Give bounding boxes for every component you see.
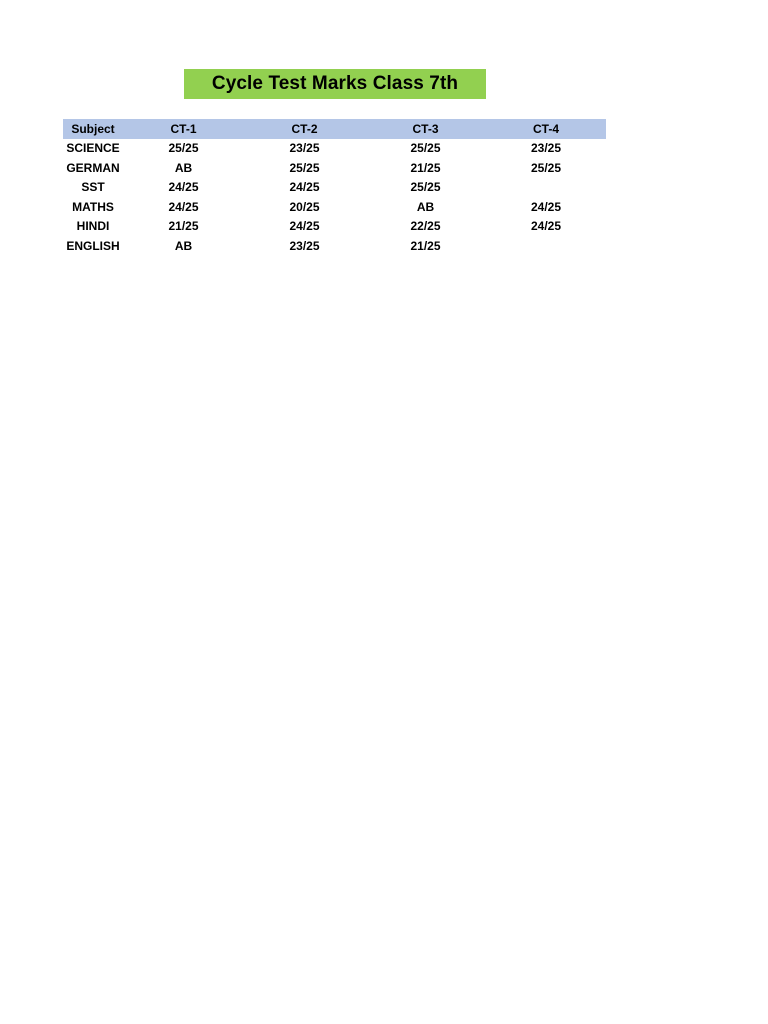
mark-cell: 21/25: [410, 160, 441, 175]
mark-cell: 24/25: [168, 199, 199, 214]
mark-cell: 25/25: [410, 180, 441, 195]
mark-cell: 24/25: [530, 219, 562, 234]
mark-cell: AB: [174, 238, 193, 253]
mark-cell: AB: [416, 199, 435, 214]
header-ct-3: CT-3: [412, 121, 439, 136]
mark-cell: [486, 178, 606, 198]
mark-cell: 24/25: [168, 180, 199, 195]
subject-cell: SCIENCE: [66, 141, 120, 156]
mark-cell: 24/25: [289, 219, 320, 234]
mark-cell: 24/25: [289, 180, 320, 195]
mark-cell: 21/25: [410, 238, 441, 253]
title-banner: [184, 69, 486, 99]
mark-cell: 20/25: [289, 199, 320, 214]
page-title: Cycle Test Marks Class 7th: [211, 73, 459, 94]
header-row: [63, 119, 606, 139]
mark-cell: 21/25: [168, 219, 199, 234]
mark-cell: 24/25: [530, 199, 562, 214]
header-subject: Subject: [71, 121, 115, 136]
subject-cell: GERMAN: [66, 160, 120, 175]
mark-cell: 25/25: [410, 141, 441, 156]
mark-cell: AB: [174, 160, 193, 175]
subject-cell: MATHS: [72, 199, 114, 214]
mark-cell: 25/25: [289, 160, 320, 175]
table-row: [63, 217, 606, 237]
table-body: [63, 139, 606, 256]
mark-cell: 25/25: [530, 160, 562, 175]
table-row: [63, 139, 606, 159]
subject-cell: SST: [81, 180, 105, 195]
subject-cell: ENGLISH: [66, 238, 120, 253]
table-row: [63, 158, 606, 178]
table-header: [63, 119, 606, 139]
header-ct-4: CT-4: [532, 121, 559, 136]
marks-table: [63, 119, 606, 256]
mark-cell: 23/25: [289, 141, 320, 156]
table-row: [63, 178, 606, 198]
mark-cell: 23/25: [289, 238, 320, 253]
header-ct-2: CT-2: [291, 121, 318, 136]
table-row: [63, 197, 606, 217]
header-ct-1: CT-1: [170, 121, 197, 136]
subject-cell: HINDI: [76, 219, 110, 234]
mark-cell: 23/25: [530, 141, 562, 156]
mark-cell: 22/25: [410, 219, 441, 234]
mark-cell: [486, 236, 606, 256]
mark-cell: 25/25: [168, 141, 199, 156]
table-row: [63, 236, 606, 256]
